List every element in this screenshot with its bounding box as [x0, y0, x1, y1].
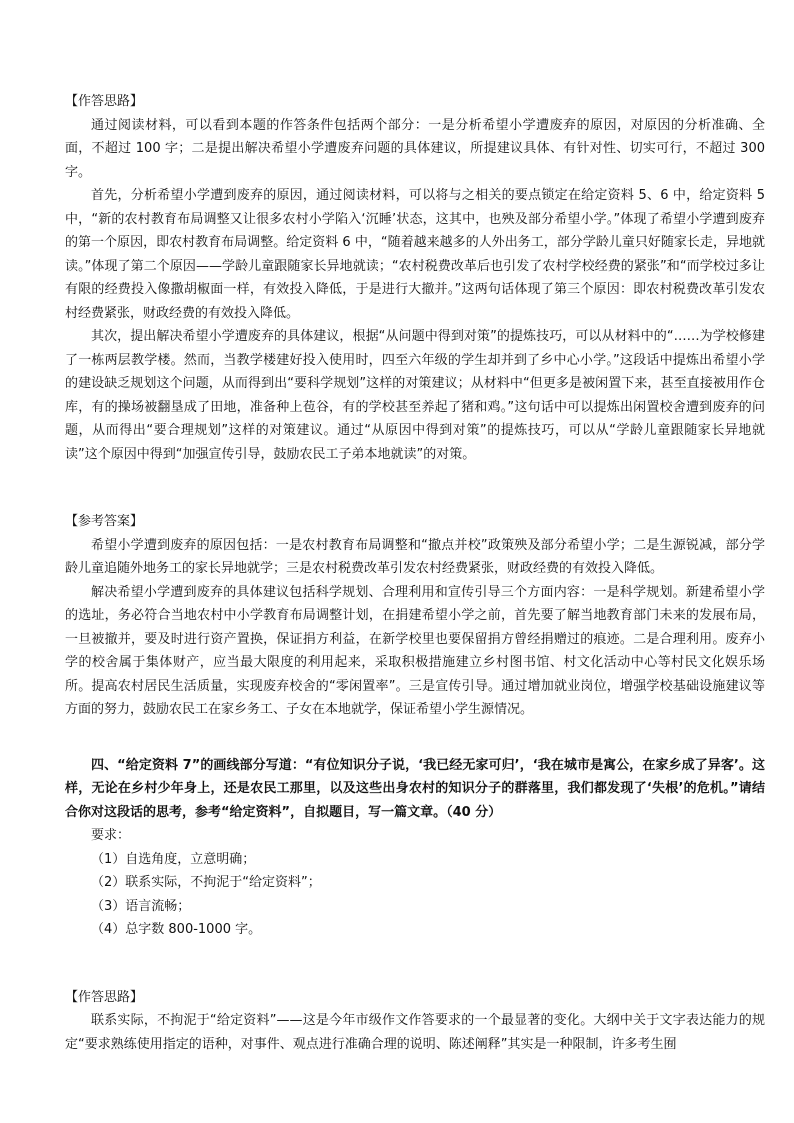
- spacer: [65, 466, 765, 500]
- section-heading-approach: 【作答思路】: [65, 94, 144, 109]
- requirement-item: （1）自选角度，立意明确；: [91, 851, 256, 867]
- paragraph: 联系实际，不拘泥于“给定资料”——这是今年市级作文作答要求的一个最显著的变化。大纲中关于文字表达能力的规定“要求熟练使用指定的语种，对事件、观点进行准确合理的说明、陈述阐释”其实是一种限制，许多考生囿: [65, 1013, 765, 1052]
- section-heading-answer: 【参考答案】: [65, 514, 144, 529]
- spacer: [65, 942, 765, 976]
- requirement-item: （3）语言流畅；: [91, 898, 191, 914]
- paragraph: 希望小学遭到废弃的原因包括：一是农村教育布局调整和“撤点并校”政策殃及部分希望小学；二是生源锐减，部分学龄儿童追随外地务工的家长异地就学；三是农村税费改革引发农村经费紧张，财政经费的有效投入降低。: [65, 537, 765, 576]
- document-page: [65, 80, 765, 1056]
- paragraph: 首先，分析希望小学遭到废弃的原因，通过阅读材料，可以将与之相关的要点锁定在给定资料 5、6 中，给定资料 5 中，“新的农村教育布局调整又让很多农村小学陷入‘沉睡’状态，这其中，也殃及部分希望小学。”体现了希望小学遭到废弃的第一个原因，即农村教育布局调整。给定资料 6 中，“随着越来越多的人外出务工，部分学龄儿童只好随家长走，异地就读。”体现了第二个原因——学龄儿童跟随家长异地就读；“农村税费改革后也引发了农村学校经费的紧张”和“而学校过多让有限的经费投入像撒胡椒面一样，有效投入降低，于是进行大撤并。”这两句话体现了第三个原因：即农村税费改革引发农村经费紧张，财政经费的有效投入降低。: [65, 188, 765, 321]
- paragraph: 通过阅读材料，可以看到本题的作答条件包括两个部分：一是分析希望小学遭废弃的原因，对原因的分析准确、全面，不超过 100 字；二是提出解决希望小学遭废弃问题的具体建议，所提建议具体、有针对性、切实可行，不超过 300 字。: [65, 117, 765, 180]
- requirements-label: 要求：: [91, 828, 131, 843]
- paragraph: 解决希望小学遭到废弃的具体建议包括科学规划、合理利用和宣传引导三个方面内容：一是科学规划。新建希望小学的选址，务必符合当地农村中小学教育布局调整计划，在捐建希望小学之前，首先要了解当地教育部门未来的发展布局，一旦被撤并，要及时进行资产置换，保证捐方利益，在新学校里也要保留捐方曾经捐赠过的痕迹。二是合理利用。废弃小学的校舍属于集体财产，应当最大限度的利用起来，采取积极措施建立乡村图书馆、村文化活动中心等村民文化娱乐场所。提高农村居民生活质量，实现废弃校舍的“零闲置率”。三是宣传引导。通过增加就业岗位，增强学校基础设施建议等方面的努力，鼓励农民工在家乡务工、子女在本地就学，保证希望小学生源情况。: [65, 584, 765, 717]
- paragraph: 其次，提出解决希望小学遭废弃的具体建议，根据“从问题中得到对策”的提炼技巧，可以从材料中的“……为学校修建了一栋两层教学楼。然而，当教学楼建好投入使用时，四至六年级的学生却并到了乡中心小学。”这段话中提炼出希望小学的建设缺乏规划这个问题，从而得到出“要科学规划”这样的对策建议；从材料中“但更多是被闲置下来，甚至直接被用作仓库，有的操场被翻垦成了田地，准备种上苞谷，有的学校甚至养起了猪和鸡。”这句话中可以提炼出闲置校舍遭到废弃的问题，从而得出“要合理规划”这样的对策建议。通过“从原因中得到对策”的提炼技巧，可以从“学龄儿童跟随家长异地就读”这个原因中得到“加强宣传引导，鼓励农民工子弟本地就读”的对策。: [65, 329, 765, 462]
- requirement-item: （4）总字数 800-1000 字。: [91, 922, 262, 937]
- spacer: [65, 722, 765, 754]
- question-text: 四、“给定资料 7”的画线部分写道：“有位知识分子说，‘我已经无家可归’，‘我在城市是寓公，在家乡成了异客’。这样，无论在乡村少年身上，还是农民工那里，以及这些出身农村的知识分子的群落里，我们都发现了‘失根’的危机。”请结合你对这段话的思考，参考“给定资料”，自拟题目，写一篇文章。（40 分）: [65, 757, 765, 820]
- requirement-item: （2）联系实际，不拘泥于“给定资料”；: [91, 875, 321, 890]
- section-heading-approach-2: 【作答思路】: [65, 989, 144, 1005]
